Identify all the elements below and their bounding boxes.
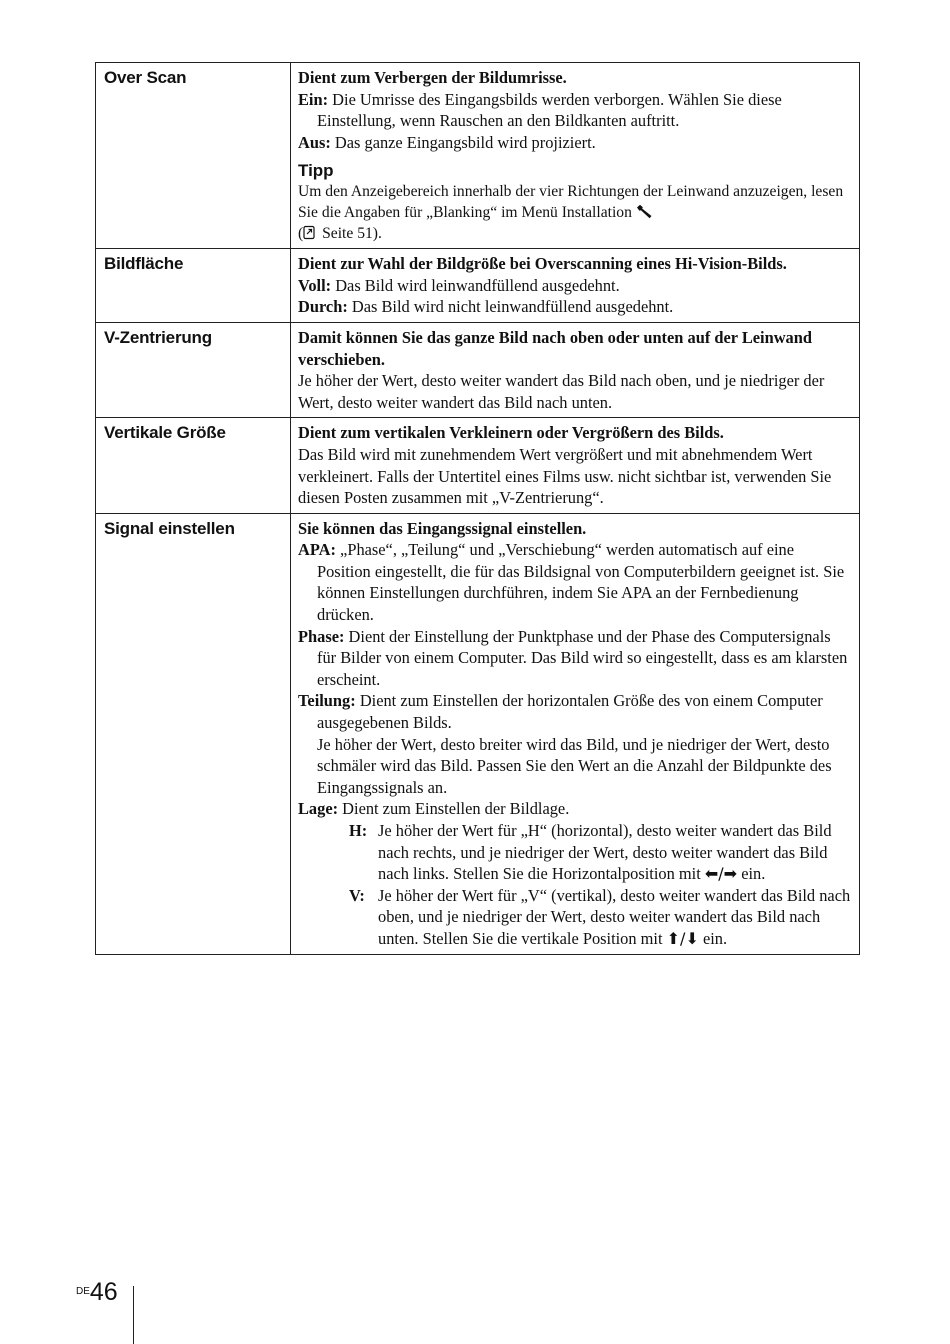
option-text: Dient der Einstellung der Punktphase und der Phase des Computersignals für Bilder von einem Computer. Das Bild wird so eingestellt, dass es am klarsten erscheint. xyxy=(317,626,848,689)
setting-term: Over Scan xyxy=(96,63,291,249)
position-item-h xyxy=(298,820,851,885)
option-text: Das Bild wird leinwandfüllend ausgedehnt. xyxy=(335,275,620,295)
tip-text: Um den Anzeigebereich innerhalb der vier Richtungen der Leinwand anzuzeigen, lesen Sie die Angaben für „Blanking“ im Menü Installation ( Seite 51). xyxy=(298,183,844,242)
option-text: Die Umrisse des Eingangsbilds werden verborgen. Wählen Sie diese Einstellung, wenn Rauschen an den Bildkanten auftritt. xyxy=(317,89,782,131)
option-item xyxy=(298,539,851,625)
page-divider xyxy=(133,1286,134,1344)
option-text: „Phase“, „Teilung“ und „Verschiebung“ werden automatisch auf eine Position eingestellt, die für das Bildsignal von Computerbildern geeignet ist. Sie können Einstellungen durchführen, indem Sie APA an der Fernbedienung drücken. xyxy=(317,540,845,625)
up-down-arrow-icon: ⬆/⬇ xyxy=(666,928,699,948)
left-right-arrow-icon: ⬅/➡ xyxy=(704,864,738,884)
position-text: Je höher der Wert für „H“ (horizontal), desto weiter wandert das Bild nach rechts, und je niedriger der Wert, desto weiter wandert das Bild nach links. Stellen Sie die Horizontalposition mit xyxy=(378,821,832,884)
option-text: Dient zum Einstellen der horizontalen Größe des von einem Computer ausgegebenen Bilds. xyxy=(317,691,823,733)
option-item xyxy=(298,132,851,154)
settings-table xyxy=(95,62,860,955)
position-label: V: xyxy=(349,885,365,905)
option-extra-text: Je höher der Wert, desto breiter wird das Bild, und je niedriger der Wert, desto schmäler wird das Bild. Passen Sie den Wert an die Anzahl der Bildpunkte des Eingangssignals an. xyxy=(317,734,832,797)
table-row xyxy=(96,513,860,954)
option-item xyxy=(298,296,851,318)
setting-description xyxy=(291,249,860,323)
option-label: Phase: xyxy=(298,626,345,646)
table-row xyxy=(96,249,860,323)
option-label: Ein: xyxy=(298,89,329,109)
page-ref: Seite 51). xyxy=(322,224,382,242)
option-text: Das ganze Eingangsbild wird projiziert. xyxy=(334,132,596,152)
tip-body: Um den Anzeigebereich innerhalb der vier Richtungen der Leinwand anzuzeigen, lesen Sie die Angaben für „Blanking“ im Menü Installation xyxy=(298,183,844,221)
setting-lead: Sie können das Eingangssignal einstellen. xyxy=(298,518,587,538)
option-label: APA: xyxy=(298,540,336,560)
position-label: H: xyxy=(349,821,368,840)
setting-description xyxy=(291,322,860,417)
setting-lead: Dient zum Verbergen der Bildumrisse. xyxy=(298,68,567,87)
setting-term: V-Zentrierung xyxy=(96,322,291,417)
setting-description xyxy=(291,513,860,954)
option-label: Teilung: xyxy=(298,691,356,711)
page-number xyxy=(76,1278,118,1307)
wrench-icon xyxy=(636,204,653,221)
setting-term: Signal einstellen xyxy=(96,513,291,954)
option-label: Durch: xyxy=(298,297,348,317)
setting-lead: Dient zur Wahl der Bildgröße bei Overscanning eines Hi-Vision-Bilds. xyxy=(298,254,787,274)
table-row xyxy=(96,63,860,249)
option-label: Lage: xyxy=(298,799,339,819)
position-text-end: ein. xyxy=(741,864,766,884)
position-item-v xyxy=(298,885,851,950)
page-number-value: 46 xyxy=(89,1278,118,1306)
tip-heading: Tipp xyxy=(298,161,334,181)
setting-term: Vertikale Größe xyxy=(96,418,291,513)
option-text: Dient zum Einstellen der Bildlage. xyxy=(342,799,570,819)
page-ref-icon xyxy=(303,225,318,242)
option-label: Aus: xyxy=(298,132,331,152)
setting-description xyxy=(291,63,860,249)
option-item xyxy=(298,275,851,297)
table-row xyxy=(96,418,860,513)
option-text: Das Bild wird nicht leinwandfüllend ausgedehnt. xyxy=(351,297,674,317)
setting-lead: Dient zum vertikalen Verkleinern oder Vergrößern des Bilds. xyxy=(298,423,724,443)
option-item xyxy=(298,690,851,733)
setting-term: Bildfläche xyxy=(96,249,291,323)
language-code: DE xyxy=(76,1286,90,1297)
option-item xyxy=(298,89,851,132)
position-text-end: ein. xyxy=(702,928,728,948)
table-row xyxy=(96,322,860,417)
setting-body: Je höher der Wert, desto weiter wandert das Bild nach oben, und je niedriger der Wert, desto weiter wandert das Bild nach unten. xyxy=(298,371,825,412)
position-text: Je höher der Wert für „V“ (vertikal), desto weiter wandert das Bild nach oben, und je niedriger der Wert, desto weiter wandert das Bild nach unten. Stellen Sie die vertikale Position mit xyxy=(378,885,851,948)
option-item xyxy=(298,798,851,820)
setting-description xyxy=(291,418,860,513)
option-label: Voll: xyxy=(298,275,332,295)
setting-lead: Damit können Sie das ganze Bild nach oben oder unten auf der Leinwand verschieben. xyxy=(298,327,812,369)
setting-body: Das Bild wird mit zunehmendem Wert vergrößert und mit abnehmendem Wert verkleinert. Falls der Untertitel eines Films usw. nicht sichtbar ist, verwenden Sie diesen Posten zusammen mit „V-Zentrierung“. xyxy=(298,444,832,508)
option-item xyxy=(298,626,851,691)
